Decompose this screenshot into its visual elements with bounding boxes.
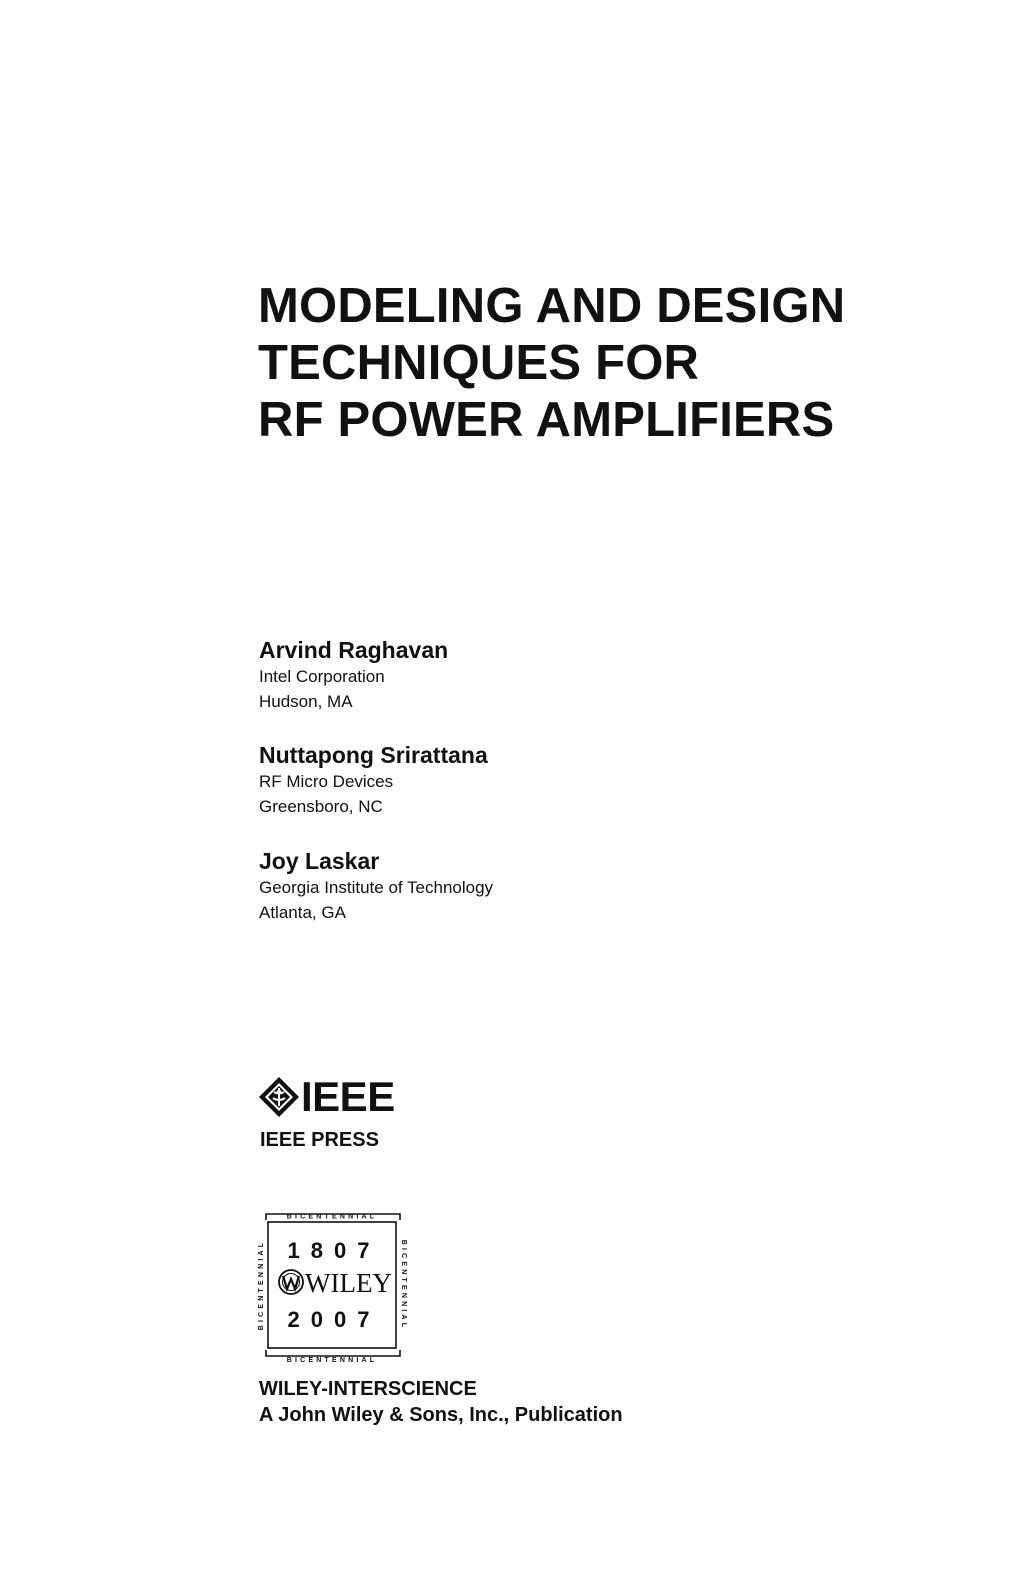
author-location: Greensboro, NC (259, 797, 383, 816)
publisher-imprint: WILEY-INTERSCIENCE (259, 1378, 477, 1400)
author-affiliation: RF Micro Devices (259, 772, 394, 791)
author-name: Nuttapong Srirattana (259, 742, 488, 768)
wiley-w-icon (279, 1270, 303, 1294)
book-title-line-2: TECHNIQUES FOR (258, 336, 700, 390)
ieee-diamond-icon (258, 1076, 300, 1118)
seal-border-text-right: BICENTENNIAL (400, 1239, 407, 1331)
seal-year-end: 2007 (287, 1307, 381, 1332)
seal-border-text-top: BICENTENNIAL (286, 1213, 378, 1221)
publisher-company: A John Wiley & Sons, Inc., Publication (259, 1404, 623, 1426)
author-affiliation: Intel Corporation (259, 667, 385, 686)
ieee-logo (258, 1073, 395, 1120)
author-name: Arvind Raghavan (259, 637, 449, 663)
author-affiliation: Georgia Institute of Technology (259, 878, 494, 897)
seal-border-text-bottom: BICENTENNIAL (286, 1357, 378, 1364)
author-block-3 (259, 847, 759, 925)
wiley-bicentennial-seal (254, 1206, 410, 1364)
author-block-2 (259, 741, 759, 819)
seal-brand: WILEY (305, 1268, 392, 1298)
book-title-line-1: MODELING AND DESIGN (258, 279, 846, 333)
ieee-press-label: IEEE PRESS (260, 1129, 379, 1151)
publisher-block (259, 1376, 623, 1428)
seal-year-start: 1807 (287, 1238, 381, 1263)
author-location: Atlanta, GA (259, 903, 346, 922)
book-title (258, 278, 978, 449)
book-title-line-3: RF POWER AMPLIFIERS (258, 393, 835, 447)
author-block-1 (259, 636, 759, 714)
seal-border-text-left: BICENTENNIAL (258, 1239, 265, 1331)
author-name: Joy Laskar (259, 848, 380, 874)
author-location: Hudson, MA (259, 692, 353, 711)
ieee-logo-text: IEEE (301, 1073, 395, 1120)
